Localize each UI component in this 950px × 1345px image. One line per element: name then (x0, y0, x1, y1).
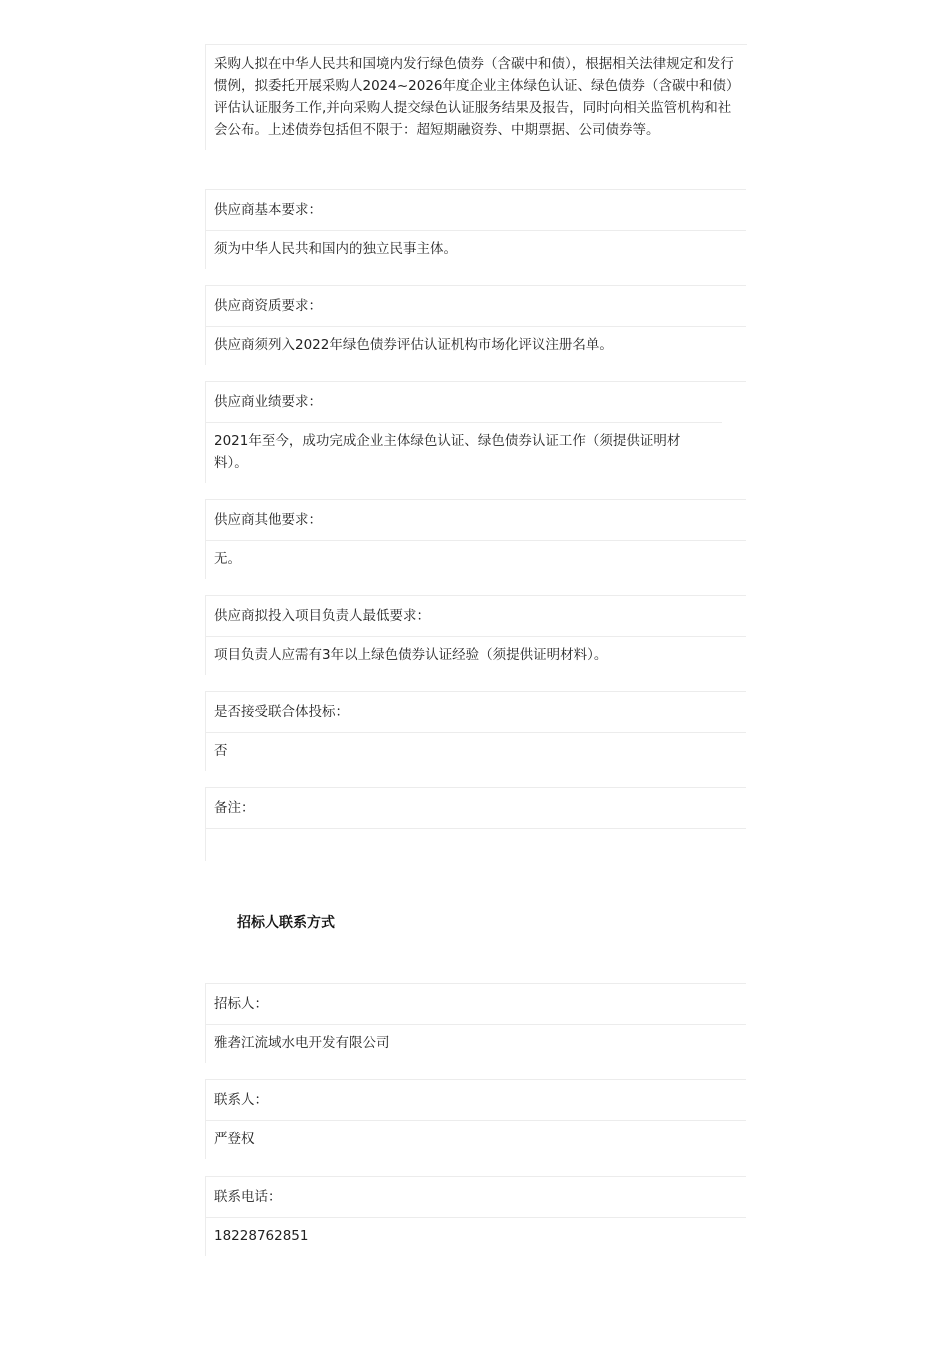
requirement-label: 供应商业绩要求： (206, 381, 746, 422)
requirement-consortium (205, 691, 746, 771)
requirement-performance (205, 381, 746, 483)
requirement-qualification (205, 285, 746, 365)
requirement-value: 须为中华人民共和国内的独立民事主体。 (206, 230, 746, 269)
requirement-value: 供应商须列入2022年绿色债券评估认证机构市场化评议注册名单。 (206, 326, 746, 365)
section-heading: 招标人联系方式 (237, 915, 335, 931)
requirement-project-lead (205, 595, 746, 675)
contact-tenderer (205, 983, 746, 1063)
requirement-label: 是否接受联合体投标： (206, 691, 746, 732)
contact-value: 雅砻江流域水电开发有限公司 (206, 1024, 746, 1063)
requirement-value: 无。 (206, 540, 746, 579)
intro-block (205, 44, 746, 150)
requirement-remarks (205, 787, 746, 861)
contact-value: 18228762851 (206, 1217, 746, 1256)
requirement-label: 供应商拟投入项目负责人最低要求： (206, 595, 746, 636)
contact-label: 招标人： (206, 983, 746, 1024)
requirement-label: 供应商基本要求： (206, 189, 746, 230)
requirement-value: 项目负责人应需有3年以上绿色债券认证经验（须提供证明材料）。 (206, 636, 746, 675)
intro-text: 采购人拟在中华人民共和国境内发行绿色债券（含碳中和债），根据相关法律规定和发行惯例，拟委托开展采购人2024~2026年度企业主体绿色认证、绿色债券（含碳中和债）评估认证服务工作,并向采购人提交绿色认证服务结果及报告，同时向相关监管机构和社会公布。上述债券包括但不限于：超短期融资券、中期票据、公司债券等。 (206, 44, 747, 150)
requirement-basic (205, 189, 746, 269)
contact-label: 联系人： (206, 1079, 746, 1120)
requirement-value: 2021年至今，成功完成企业主体绿色认证、绿色债券认证工作（须提供证明材料）。 (206, 422, 722, 483)
contact-label: 联系电话： (206, 1176, 746, 1217)
requirement-label: 供应商其他要求： (206, 499, 746, 540)
requirement-value: 否 (206, 732, 746, 771)
requirement-label: 备注： (206, 787, 746, 828)
contact-person (205, 1079, 746, 1159)
contact-phone (205, 1176, 746, 1256)
requirement-other (205, 499, 746, 579)
requirement-value (206, 828, 746, 861)
contact-value: 严登权 (206, 1120, 746, 1159)
requirement-label: 供应商资质要求： (206, 285, 746, 326)
